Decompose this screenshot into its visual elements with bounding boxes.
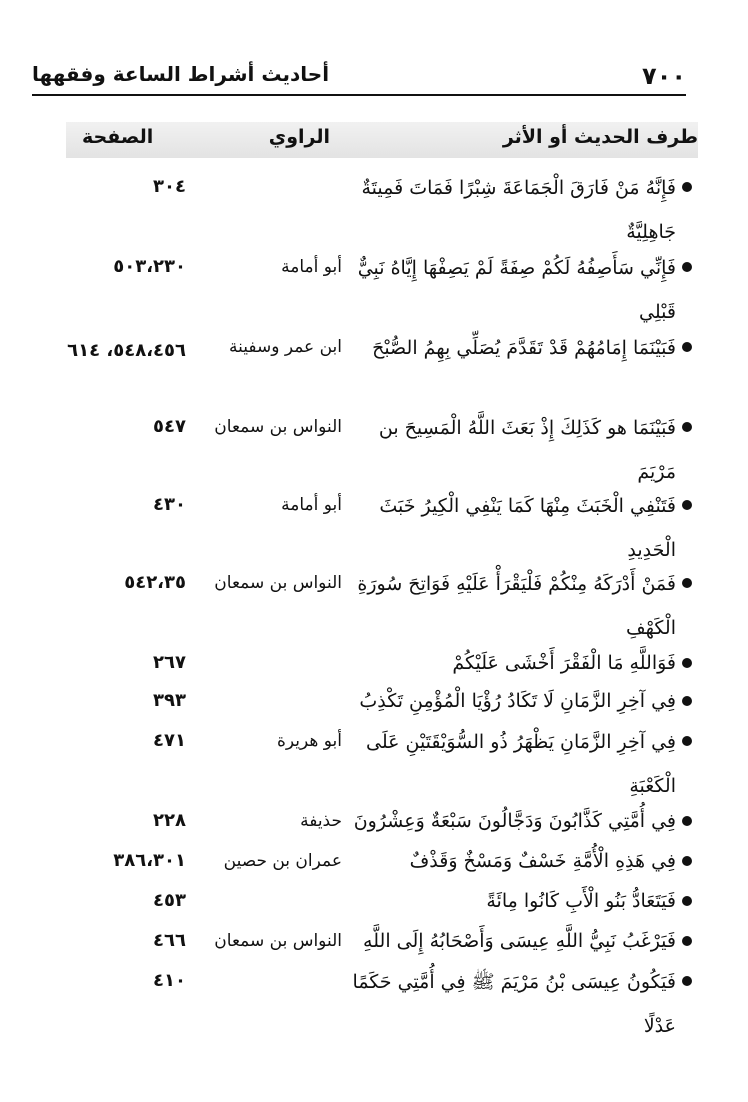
column-header-narrator: الراوي: [268, 126, 330, 148]
page-refs: [66, 568, 186, 598]
page-refs: [66, 806, 186, 836]
narrator: النواس بن سمعان: [214, 417, 342, 437]
page-refs-value: ٣٩٣: [153, 690, 186, 711]
narrator: حذيفة: [300, 811, 342, 831]
page-refs: [66, 172, 186, 202]
page-refs: [66, 490, 186, 520]
bullet-icon: [682, 262, 692, 272]
page-refs: [66, 252, 186, 282]
page-refs-value: ٢٢٨: [153, 810, 186, 831]
hadith-text: فَبَيْنَمَا إِمَامُهُمْ قَدْ تَقَدَّمَ يُصَلِّي بِهِمُ الصُّبْحَ: [372, 337, 676, 359]
bullet-icon: [682, 816, 692, 826]
page-refs: [66, 686, 186, 716]
hadith-text: فَمَنْ أَدْرَكَهُ مِنْكُمْ فَلْيَقْرَأْ عَلَيْهِ فَوَاتِحَ سُورَةِ الْكَهْفِ: [357, 573, 676, 639]
bullet-icon: [682, 578, 692, 588]
bullet-icon: [682, 856, 692, 866]
page-number: ٧٠٠: [642, 62, 686, 90]
bullet-icon: [682, 658, 692, 668]
page-refs-value: ٤٧١: [153, 730, 186, 751]
book-title: أحاديث أشراط الساعة وفقهها: [32, 62, 330, 86]
page-refs-value: ٥٠٣،٢٣٠: [113, 256, 186, 277]
page-refs: [66, 648, 186, 678]
narrator: ابن عمر وسفينة: [229, 337, 342, 357]
page-refs: [66, 726, 186, 756]
page-refs-value: ٥٤٢،٣٥: [124, 572, 186, 593]
bullet-icon: [682, 936, 692, 946]
page-refs-value: ٤١٠: [153, 970, 186, 991]
page-refs-value: ٢٦٧: [153, 652, 186, 673]
page-refs: [66, 846, 186, 876]
bullet-icon: [682, 182, 692, 192]
page-refs-value: ٤٦٦: [153, 930, 186, 951]
hadith-text: فِي آخِرِ الزَّمَانِ لَا تَكَادُ رُؤْيَا الْمُؤْمِنِ تَكْذِبُ: [359, 690, 676, 712]
narrator: أبو أمامة: [281, 495, 342, 515]
hadith-text: فَوَاللَّهِ مَا الْفَقْرَ أَخْشَى عَلَيْكُمْ: [452, 652, 676, 674]
hadith-text: فَإِنَّهُ مَنْ فَارَقَ الْجَمَاعَةَ شِبْرًا فَمَاتَ فَمِيتَةٌ جَاهِلِيَّةٌ: [361, 177, 676, 243]
hadith-text: فَيَرْغَبُ نَبِيُّ اللَّهِ عِيسَى وَأَصْحَابُهُ إِلَى اللَّهِ: [363, 930, 676, 952]
page-refs-value: ٥٤٨،٤٥٦، ٦١٤: [67, 340, 186, 361]
hadith-text: فَتَنْفِي الْخَبَثَ مِنْهَا كَمَا يَنْفِي الْكِيرُ خَبَثَ الْحَدِيدِ: [379, 495, 676, 561]
bullet-icon: [682, 696, 692, 706]
bullet-icon: [682, 422, 692, 432]
column-header-text: طرف الحديث أو الأثر: [502, 126, 698, 148]
narrator: أبو هريرة: [276, 731, 342, 751]
page-refs-value: ٤٥٣: [153, 890, 186, 911]
bullet-icon: [682, 500, 692, 510]
bullet-icon: [682, 976, 692, 986]
page-refs-value: ٥٤٧: [153, 416, 186, 437]
hadith-text: فَيَكُونُ عِيسَى بْنُ مَرْيَمَ ﷺ فِي أُمَّتِي حَكَمًا عَدْلًا: [352, 971, 676, 1037]
column-header-page: الصفحة: [82, 126, 154, 148]
hadith-text: فِي أُمَّتِي كَذَّابُونَ وَدَجَّالُونَ سَبْعَةٌ وَعِشْرُونَ: [353, 810, 676, 832]
page-refs: [66, 332, 186, 370]
page-refs: [66, 926, 186, 956]
page-refs: [66, 966, 186, 996]
narrator: النواس بن سمعان: [214, 573, 342, 593]
hadith-text: فِي هَذِهِ الْأُمَّةِ خَسْفٌ وَمَسْخٌ وَقَذْفٌ: [409, 850, 676, 872]
bullet-icon: [682, 736, 692, 746]
bullet-icon: [682, 896, 692, 906]
hadith-text: فَبَيْنَمَا هو كَذَلِكَ إِذْ بَعَثَ اللَّهُ الْمَسِيحَ بن مَرْيَمَ: [378, 417, 676, 483]
page-refs-value: ٤٣٠: [153, 494, 186, 515]
hadith-text: فَإِنِّي سَأَصِفُهُ لَكُمْ صِفَةً لَمْ يَصِفْهَا إِيَّاهُ نَبِيٌّ قَبْلِي: [357, 257, 676, 323]
hadith-text: فِي آخِرِ الزَّمَانِ يَظْهَرُ ذُو السُّوَيْقَتَيْنِ عَلَى الْكَعْبَةِ: [365, 731, 676, 797]
page-refs-value: ٣٨٦،٣٠١: [113, 850, 186, 871]
page-refs-value: ٣٠٤: [153, 176, 186, 197]
narrator: النواس بن سمعان: [214, 931, 342, 951]
bullet-icon: [682, 342, 692, 352]
page-refs: [66, 412, 186, 442]
narrator: أبو أمامة: [281, 257, 342, 277]
page-refs: [66, 886, 186, 916]
narrator: عمران بن حصين: [223, 851, 342, 871]
hadith-text: فَيَتَعَادُّ بَنُو الْأَبِ كَانُوا مِائَةً: [486, 890, 676, 912]
